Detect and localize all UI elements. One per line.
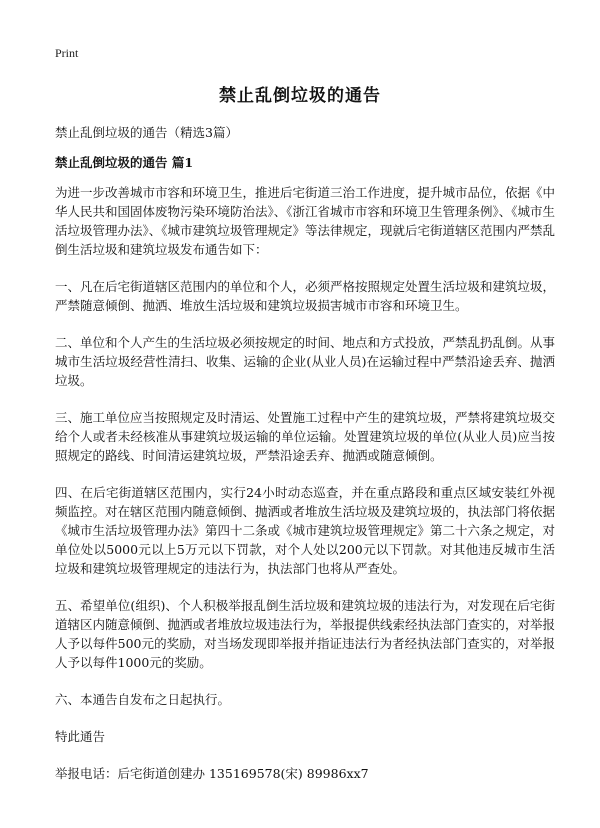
document-subtitle: 禁止乱倒垃圾的通告（精选3篇） <box>55 125 238 140</box>
closing-notice: 特此通告 <box>55 729 106 744</box>
document-title: 禁止乱倒垃圾的通告 <box>219 86 381 106</box>
document-body <box>55 183 555 801</box>
paragraph-1: 一、凡在后宅街道辖区范围内的单位和个人，必须严格按照规定处置生活垃圾和建筑垃圾，严禁随意倾倒、抛洒、堆放生活垃圾和建筑垃圾损害城市市容和环境卫生。 <box>55 279 556 313</box>
section-heading: 禁止乱倒垃圾的通告 篇1 <box>55 155 194 170</box>
paragraph-5: 五、希望单位(组织)、个人积极举报乱倒生活垃圾和建筑垃圾的违法行为，对发现在后宅街道辖区内随意倾倒、抛洒或者堆放垃圾违法行为，举报提供线索经执法部门查实的，对举报人予以每件500元的奖励，对当场发现即举报并指证违法行为者经执法部门查实的，对举报人予以每件1000元的奖励。 <box>55 598 556 670</box>
paragraph-3: 三、施工单位应当按照规定及时清运、处置施工过程中产生的建筑垃圾，严禁将建筑垃圾交给个人或者未经核准从事建筑垃圾运输的单位运输。处置建筑垃圾的单位(从业人员)应当按照规定的路线、时间清运建筑垃圾，严禁沿途丢弃、抛洒或随意倾倒。 <box>55 410 556 463</box>
paragraph-6: 六、本通告自发布之日起执行。 <box>55 692 231 707</box>
paragraph-4: 四、在后宅街道辖区范围内，实行24小时动态巡查，并在重点路段和重点区域安装红外视频监控。对在辖区范围内随意倾倒、抛洒或者堆放生活垃圾及建筑垃圾的，执法部门将依据《城市生活垃圾管理办法》第四十二条或《城市建筑垃圾管理规定》第二十六条之规定，对单位处以5000元以上5万元以下罚款，对个人处以200元以下罚款。对其他违反城市生活垃圾和建筑垃圾管理规定的违法行为，执法部门也将从严查处。 <box>55 485 556 576</box>
paragraph-intro: 为进一步改善城市市容和环境卫生，推进后宅街道三治工作进度，提升城市品位，依据《中华人民共和国固体废物污染环境防治法》、《浙江省城市市容和环境卫生管理条例》、《城市生活垃圾管理办法》、《城市建筑垃圾管理规定》等法律规定，现就后宅街道辖区范围内严禁乱倒生活垃圾和建筑垃圾发布通告如下： <box>55 185 556 257</box>
paragraph-2: 二、单位和个人产生的生活垃圾必须按规定的时间、地点和方式投放，严禁乱扔乱倒。从事城市生活垃圾经营性清扫、收集、运输的企业(从业人员)在运输过程中严禁沿途丢弃、抛洒垃圾。 <box>55 335 556 388</box>
report-phone: 举报电话：后宅街道创建办 135169578(宋) 89986xx7 <box>55 766 369 781</box>
print-label: Print <box>55 46 79 60</box>
